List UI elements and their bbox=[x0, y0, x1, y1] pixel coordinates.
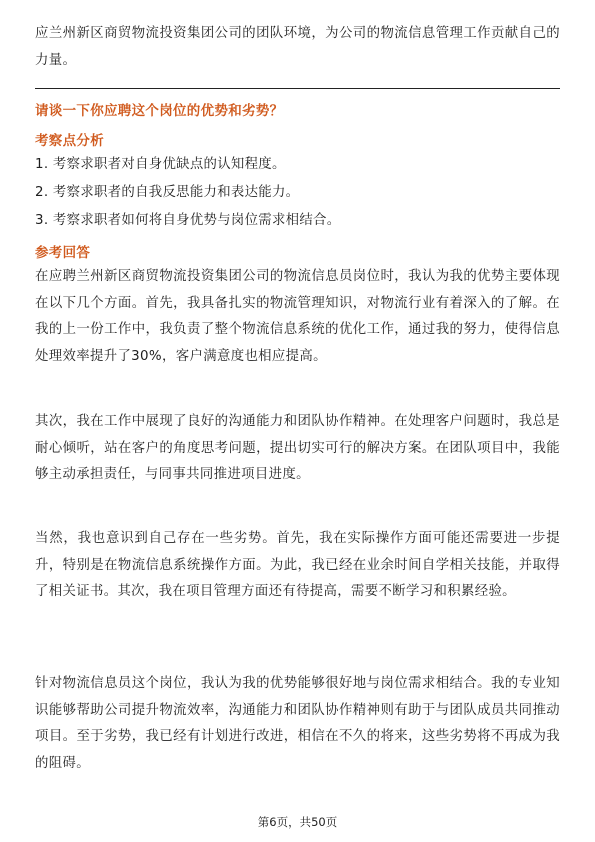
answer-label: 参考回答 bbox=[35, 245, 91, 261]
answer-paragraph-2: 其次，我在工作中展现了良好的沟通能力和团队协作精神。在处理客户问题时，我总是耐心倾听，站在客户的角度思考问题，提出切实可行的解决方案。在团队项目中，我能够主动承担责任，与同事共同推进项目进度。 bbox=[35, 414, 560, 482]
answer-paragraph-1: 在应聘兰州新区商贸物流投资集团公司的物流信息员岗位时，我认为我的优势主要体现在以下几个方面。首先，我具备扎实的物流管理知识，对物流行业有着深入的了解。在我的上一份工作中，我负责了整个物流信息系统的优化工作，通过我的努力，使得信息处理效率提升了30%，客户满意度也相应提高。 bbox=[35, 269, 560, 364]
analysis-label: 考察点分析 bbox=[35, 133, 104, 149]
answer-paragraph-3: 当然，我也意识到自己存在一些劣势。首先，我在实际操作方面可能还需要进一步提升，特别是在物流信息系统操作方面。为此，我已经在业余时间自学相关技能，并取得了相关证书。其次，我在项目管理方面还有待提高，需要不断学习和积累经验。 bbox=[35, 531, 560, 599]
intro-paragraph: 应兰州新区商贸物流投资集团公司的团队环境，为公司的物流信息管理工作贡献自己的力量。 bbox=[35, 26, 560, 68]
section-divider bbox=[35, 88, 560, 89]
analysis-item-3: 3. 考察求职者如何将自身优势与岗位需求相结合。 bbox=[35, 213, 341, 228]
page-number: 第6页，共50页 bbox=[257, 815, 338, 829]
analysis-item-2: 2. 考察求职者的自我反思能力和表达能力。 bbox=[35, 185, 300, 200]
question-heading: 请谈一下你应聘这个岗位的优势和劣势？ bbox=[35, 103, 284, 119]
answer-paragraph-4: 针对物流信息员这个岗位，我认为我的优势能够很好地与岗位需求相结合。我的专业知识能够帮助公司提升物流效率，沟通能力和团队协作精神则有助于与团队成员共同推动项目。至于劣势，我已经有计划进行改进，相信在不久的将来，这些劣势将不再成为我的阻碍。 bbox=[35, 676, 560, 771]
analysis-item-1: 1. 考察求职者对自身优缺点的认知程度。 bbox=[35, 157, 286, 172]
